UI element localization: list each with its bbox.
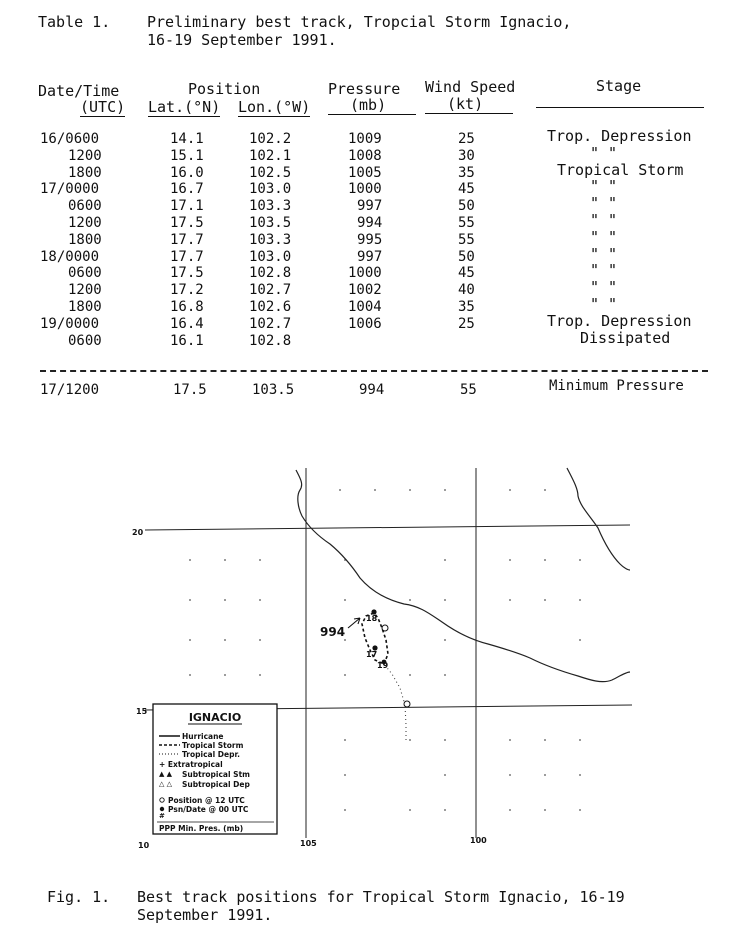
legend-item-min-pressure: PPP Min. Pres. (mb) (159, 824, 244, 833)
row-time: 1200 (68, 147, 102, 164)
row-wind: 45 (458, 181, 475, 198)
legend-item-hurricane: Hurricane (182, 732, 224, 741)
row-stage: " " (590, 227, 618, 246)
row-stage: Trop. Depression (547, 127, 692, 145)
row-lon: 103.3 (249, 198, 292, 215)
track-depression-start (384, 664, 405, 705)
row-time: 0600 (68, 198, 102, 215)
row-time: 0600 (68, 332, 102, 349)
row-lat: 17.7 (170, 248, 204, 265)
row-stage: " " (590, 261, 618, 280)
row-lat: 16.7 (170, 181, 204, 198)
row-pressure: 997 (357, 198, 383, 215)
row-pressure: 997 (357, 248, 383, 265)
row-lon: 102.2 (249, 131, 292, 147)
row-time: 18/0000 (40, 248, 100, 265)
row-pressure: 995 (357, 231, 383, 248)
legend-hash-icon: # (159, 812, 165, 820)
row-wind: 55 (458, 215, 475, 231)
track-label-17: 17 (366, 650, 378, 659)
row-time: 16/0600 (40, 131, 100, 147)
legend-item-subtropical-depression: Subtropical Dep (182, 780, 250, 789)
row-time: 19/0000 (40, 315, 100, 332)
legend (153, 704, 277, 834)
row-lat: 14.1 (170, 131, 204, 147)
header-pressure: Pressure (328, 80, 401, 98)
caption-label: Fig. 1. (47, 888, 111, 906)
row-wind: 50 (458, 248, 475, 265)
row-pressure: 1000 (348, 265, 382, 282)
legend-title: IGNACIO (188, 711, 242, 724)
table-label: Table 1. (38, 13, 111, 31)
row-wind: 30 (458, 147, 475, 164)
row-wind: 35 (458, 299, 475, 315)
caption-line1: Best track positions for Tropical Storm Ignacio, 16-19 (137, 888, 625, 906)
header-lon: Lon.(°W) (238, 98, 311, 116)
row-lat: 16.0 (170, 164, 204, 181)
row-lat: 17.7 (170, 231, 204, 248)
header-stage: Stage (596, 77, 642, 95)
lon-label-100: 100 (470, 836, 487, 845)
row-wind: 35 (458, 164, 475, 181)
summary-time: 17/1200 (40, 382, 100, 398)
row-wind: 55 (458, 231, 475, 248)
header-kt: (kt) (425, 95, 513, 114)
caption-line2: September 1991. (137, 906, 273, 924)
legend-triangle-open-icon: △ △ (159, 780, 172, 788)
row-lon: 102.7 (249, 315, 292, 332)
row-lon: 102.8 (249, 332, 292, 349)
track-label-18: 18 (366, 614, 378, 623)
row-pressure: 1002 (348, 282, 382, 299)
row-lat: 15.1 (170, 147, 204, 164)
row-lon: 103.5 (249, 215, 292, 231)
legend-item-position-12utc: Position @ 12 UTC (168, 796, 245, 805)
row-time: 1800 (68, 164, 102, 181)
legend-triangle-filled-icon: ▲ ▲ (159, 770, 172, 778)
row-stage: " " (590, 177, 618, 196)
table-title-line2: 16-19 September 1991. (147, 31, 337, 49)
row-pressure: 1009 (348, 131, 382, 147)
header-mb: (mb) (328, 96, 416, 115)
summary-pressure: 994 (359, 382, 385, 398)
lon-label-105: 105 (300, 839, 317, 848)
row-lon: 103.0 (249, 248, 292, 265)
table-title-line1: Preliminary best track, Tropcial Storm Ignacio, (147, 13, 572, 31)
row-lon: 102.5 (249, 164, 292, 181)
row-stage: " " (590, 211, 618, 229)
row-lon: 102.1 (249, 147, 292, 164)
row-lon: 103.0 (249, 181, 292, 198)
row-lat: 16.4 (170, 315, 204, 332)
row-stage: " " (590, 295, 618, 313)
row-lat: 16.1 (170, 332, 204, 349)
row-time: 0600 (68, 265, 102, 282)
summary-lat: 17.5 (173, 382, 207, 398)
lat-label-10: 10 (138, 841, 150, 850)
row-wind: 45 (458, 265, 475, 282)
row-stage: Dissipated (580, 328, 671, 347)
track-position-12utc-18 (382, 625, 388, 631)
row-pressure: 1006 (348, 315, 382, 332)
row-lat: 17.1 (170, 198, 204, 215)
row-pressure: 1005 (348, 164, 382, 181)
row-stage: " " (590, 278, 618, 297)
row-stage: " " (590, 143, 618, 162)
header-lat: Lat.(°N) (148, 98, 221, 116)
legend-item-subtropical-storm: Subtropical Stm (182, 770, 250, 779)
row-pressure: 1000 (348, 181, 382, 198)
row-lon: 103.3 (249, 231, 292, 248)
row-time: 1200 (68, 282, 102, 299)
summary-stage: Minimum Pressure (549, 378, 684, 394)
row-stage: " " (590, 194, 618, 213)
row-stage: Tropical Storm (557, 160, 684, 179)
row-time: 17/0000 (40, 181, 100, 198)
row-stage: Trop. Depression (547, 311, 692, 330)
legend-open-circle-icon (160, 798, 164, 802)
row-time: 1200 (68, 215, 102, 231)
legend-item-depression: Tropical Depr. (182, 750, 240, 759)
row-pressure: 994 (357, 215, 383, 231)
lat-label-20: 20 (132, 528, 144, 537)
legend-filled-circle-icon (160, 807, 164, 811)
min-pressure-label: 994 (320, 625, 346, 639)
row-wind: 25 (458, 131, 475, 147)
min-pressure-arrow (348, 618, 360, 628)
row-stage: " " (590, 244, 618, 263)
grid-lat-20 (145, 525, 630, 530)
row-time: 1800 (68, 231, 102, 248)
summary-wind: 55 (460, 382, 477, 398)
row-wind: 50 (458, 198, 475, 215)
row-pressure: 1004 (348, 299, 382, 315)
row-lat: 17.5 (170, 215, 204, 231)
header-utc: (UTC) (80, 98, 126, 116)
row-lon: 102.8 (249, 265, 292, 282)
gulf-coastline (567, 468, 630, 570)
header-position: Position (188, 80, 261, 98)
track-position-12utc-16 (404, 701, 410, 707)
summary-lon: 103.5 (252, 382, 295, 398)
row-lat: 17.2 (170, 282, 204, 299)
row-time: 1800 (68, 299, 102, 315)
track-label-19: 19 (377, 661, 389, 670)
legend-item-extratropical: + Extratropical (159, 760, 223, 769)
row-lat: 17.5 (170, 265, 204, 282)
row-pressure: 1008 (348, 147, 382, 164)
row-wind: 40 (458, 282, 475, 299)
header-datetime: Date/Time (38, 82, 120, 100)
header-wind-speed: Wind Speed (425, 78, 516, 96)
row-wind: 25 (458, 315, 475, 332)
track-depression-end (405, 705, 406, 740)
row-lon: 102.6 (249, 299, 292, 315)
row-lon: 102.7 (249, 282, 292, 299)
lat-label-15: 15 (136, 707, 148, 716)
legend-item-position-00utc: Psn/Date @ 00 UTC (168, 805, 249, 814)
row-lat: 16.8 (170, 299, 204, 315)
legend-item-storm: Tropical Storm (182, 741, 244, 750)
